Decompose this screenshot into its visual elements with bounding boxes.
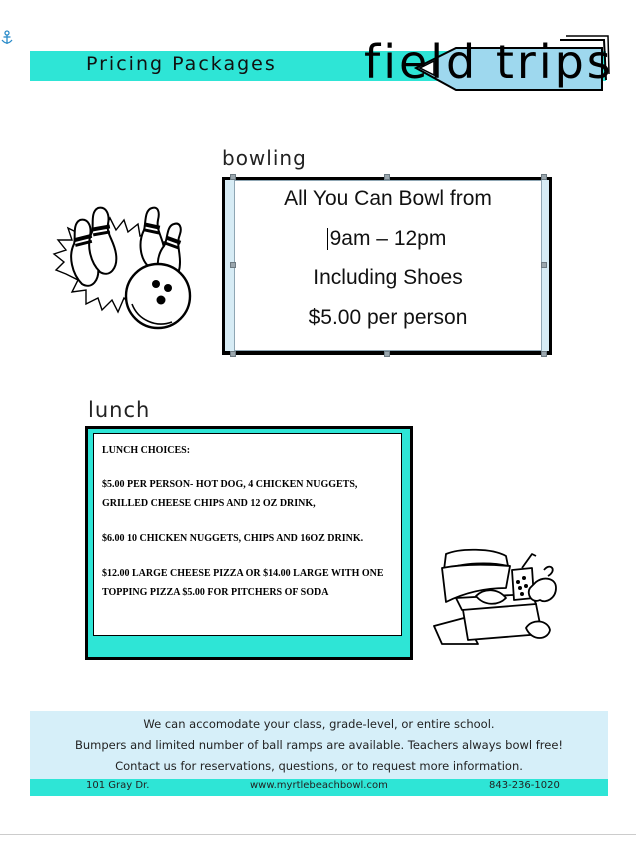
resize-handle-top[interactable] xyxy=(384,174,390,180)
bowling-pins-ball-icon xyxy=(52,200,204,340)
lunch-heading: lunch xyxy=(88,398,151,422)
anchor-icon xyxy=(0,30,14,46)
lunch-item-pizza: $12.00 LARGE CHEESE PIZZA OR $14.00 LARGE WITH ONE TOPPING PIZZA $5.00 FOR PITCHERS OF SODA xyxy=(102,568,384,598)
resize-handle-bottom[interactable] xyxy=(384,351,390,357)
resize-handle-bottom-left[interactable] xyxy=(230,351,236,357)
footer-line-contact: Contact us for reservations, questions, or to request more information. xyxy=(115,759,523,773)
lunch-choices-title: LUNCH CHOICES: xyxy=(102,445,191,456)
footer-phone: 843-236-1020 xyxy=(489,780,560,791)
footer-line-accommodate: We can accomodate your class, grade-level, or entire school. xyxy=(143,717,495,731)
lunch-item-6-dollar: $6.00 10 CHICKEN NUGGETS, CHIPS AND 16OZ DRINK. xyxy=(102,533,364,544)
resize-handle-top-right[interactable] xyxy=(541,174,547,180)
footer-website-link[interactable]: www.myrtlebeachbowl.com xyxy=(250,780,388,791)
bowling-line-hours: 9am – 12pm xyxy=(329,227,447,250)
bowling-line-price: $5.00 per person xyxy=(308,306,468,329)
resize-handle-top-left[interactable] xyxy=(230,174,236,180)
bowling-heading: bowling xyxy=(222,146,307,170)
lunch-item-5-dollar: $5.00 PER PERSON- HOT DOG, 4 CHICKEN NUGGETS, GRILLED CHEESE CHIPS AND 12 OZ DRINK, xyxy=(102,479,358,509)
bowling-line-offer: All You Can Bowl from xyxy=(284,187,492,210)
page-bottom-divider xyxy=(0,834,636,835)
text-cursor xyxy=(327,228,328,250)
bowling-line-shoes: Including Shoes xyxy=(313,266,463,289)
resize-handle-bottom-right[interactable] xyxy=(541,351,547,357)
page-title: Pricing Packages xyxy=(86,53,277,75)
lunchbox-icon xyxy=(432,548,574,648)
brand-logo-text: field trips xyxy=(364,35,614,89)
footer-address: 101 Gray Dr. xyxy=(86,780,150,791)
footer-line-bumpers: Bumpers and limited number of ball ramps are available. Teachers always bowl free! xyxy=(74,738,564,752)
